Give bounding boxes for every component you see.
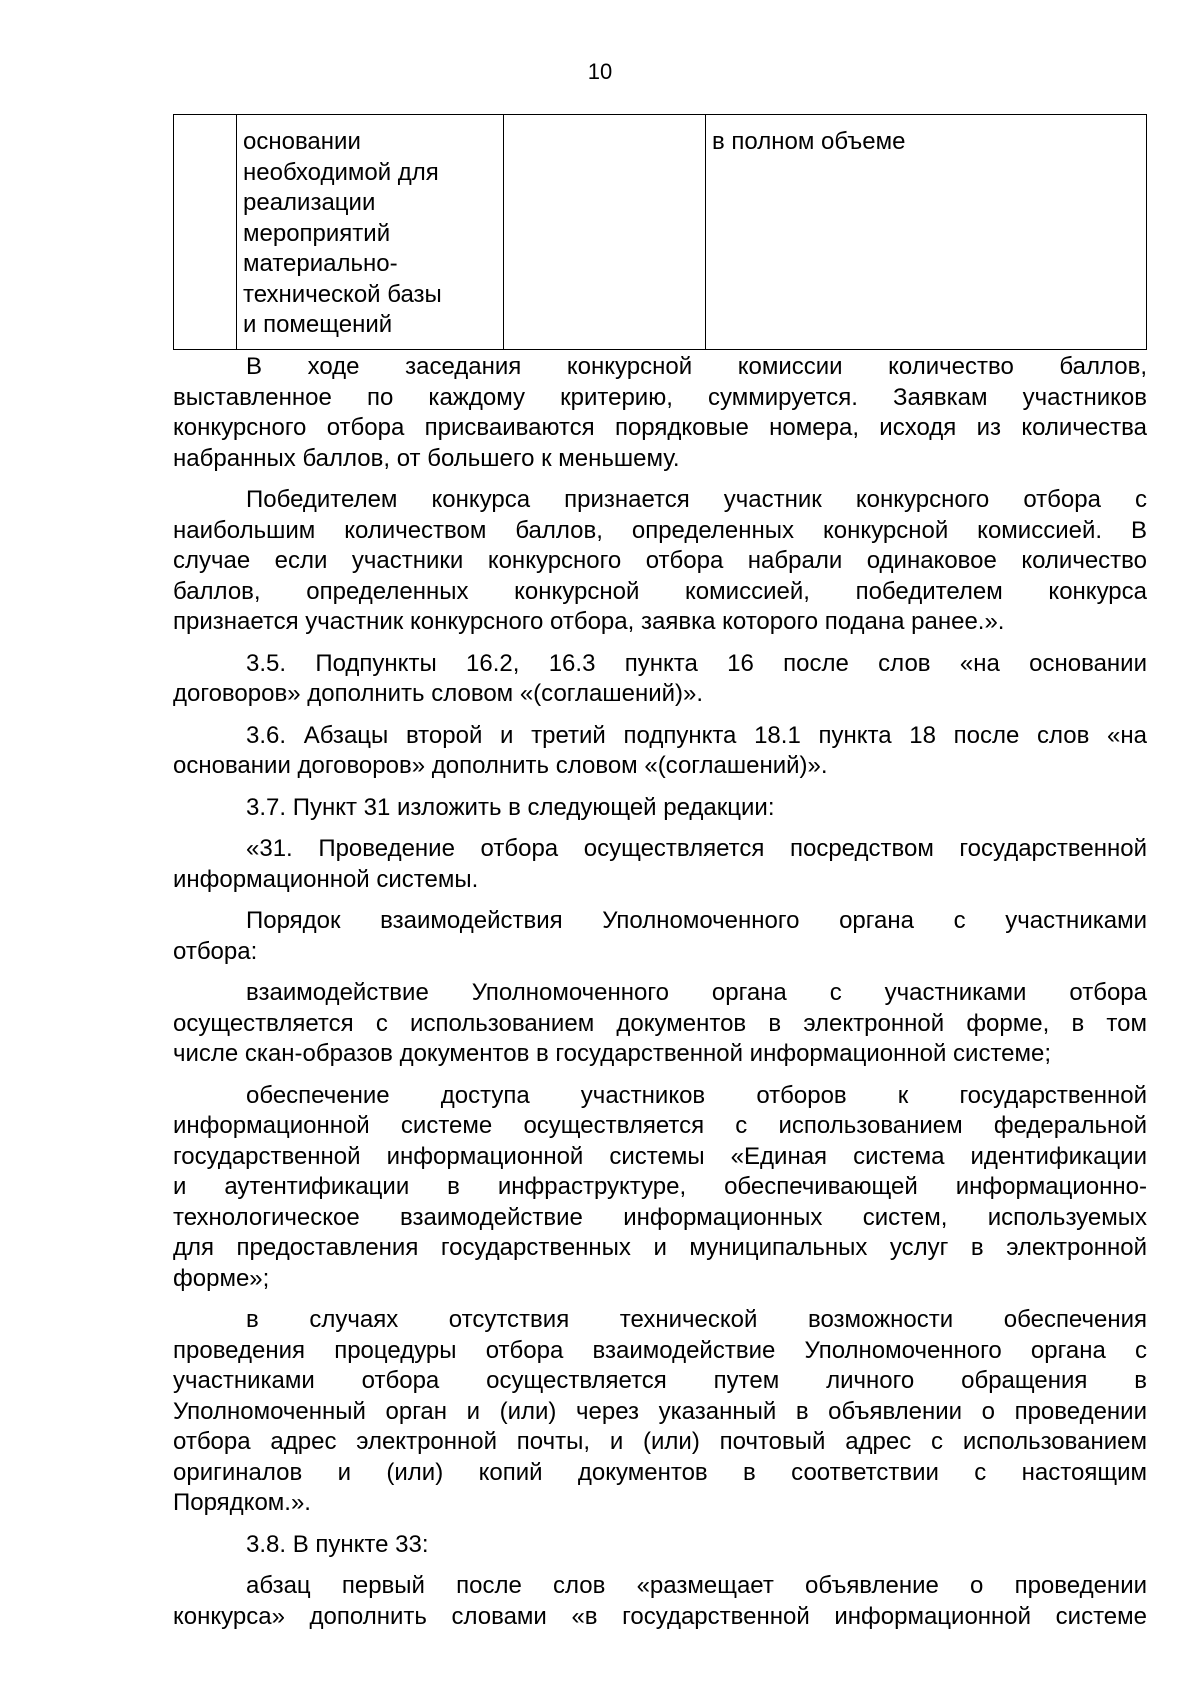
paragraph-line: технологическое взаимодействие информационных систем, используемых (173, 1203, 1147, 1231)
cell-line: и помещений (243, 311, 393, 338)
paragraph-line: числе скан-образов документов в государственной информационной системе; (173, 1040, 1052, 1067)
paragraph (173, 906, 1147, 967)
paragraph-line: государственной информационной системы «Единая система идентификации (173, 1142, 1147, 1170)
paragraph (173, 834, 1147, 895)
table-cell-number (174, 115, 237, 350)
criteria-table (173, 114, 1147, 350)
paragraph-line: осуществляется с использованием документов в электронной форме, в том (173, 1009, 1147, 1037)
paragraph-line: информационной системе осуществляется с использованием федеральной (173, 1112, 1147, 1139)
paragraph-line: оригиналов и (или) копий документов в соответствии с настоящим (173, 1458, 1147, 1486)
table-cell-points (504, 115, 706, 350)
paragraph-line: отбора: (173, 937, 258, 965)
paragraph-line: признается участник конкурсного отбора, заявка которого подана ранее.». (173, 608, 1005, 635)
cell-line: реализации (243, 189, 376, 216)
cell-line: мероприятий (243, 219, 391, 247)
paragraph (173, 1530, 1147, 1561)
paragraph-line: отбора адрес электронной почты, и (или) почтовый адрес с использованием (173, 1428, 1147, 1455)
paragraph (173, 1571, 1147, 1632)
paragraph-line: баллов, определенных конкурсной комиссией, победителем конкурса (173, 577, 1147, 605)
paragraph (173, 793, 1147, 824)
paragraph (173, 721, 1147, 782)
cell-line: необходимой для (243, 158, 439, 186)
page-number: 10 (587, 59, 613, 84)
paragraph (173, 1305, 1147, 1519)
paragraph-line: 3.7. Пункт 31 изложить в следующей редакции: (246, 793, 775, 821)
paragraph-line: Победителем конкурса признается участник конкурсного отбора с (246, 486, 1147, 513)
paragraph-line: набранных баллов, от большего к меньшему. (173, 444, 680, 472)
paragraph-line: Уполномоченный орган и (или) через указанный в объявлении о проведении (173, 1397, 1147, 1425)
paragraph-line: В ходе заседания конкурсной комиссии количество баллов, (246, 353, 1147, 380)
paragraph (173, 649, 1147, 710)
paragraph-line: конкурса» дополнить словами «в государственной информационной системе (173, 1602, 1147, 1630)
paragraph-line: конкурсного отбора присваиваются порядковые номера, исходя из количества (173, 414, 1147, 441)
paragraph-line: основании договоров» дополнить словом «(соглашений)». (173, 752, 828, 779)
paragraph (173, 1081, 1147, 1295)
document-body (173, 352, 1147, 1643)
paragraph-line: 3.8. В пункте 33: (246, 1530, 429, 1558)
paragraph-line: случае если участники конкурсного отбора набрали одинаковое количество (173, 547, 1147, 574)
paragraph-line: выставленное по каждому критерию, суммируется. Заявкам участников (173, 383, 1147, 411)
cell-line: технической базы (243, 280, 442, 308)
paragraph-line: 3.6. Абзацы второй и третий подпункта 18.1 пункта 18 после слов «на (246, 721, 1147, 749)
cell-line: материально- (243, 250, 398, 277)
paragraph-line: для предоставления государственных и муниципальных услуг в электронной (173, 1234, 1147, 1261)
paragraph (173, 352, 1147, 474)
paragraph-line: 3.5. Подпункты 16.2, 16.3 пункта 16 после слов «на основании (246, 649, 1147, 677)
paragraph-line: участниками отбора осуществляется путем личного обращения в (173, 1367, 1147, 1394)
paragraph-line: и аутентификации в инфраструктуре, обеспечивающей информационно- (173, 1173, 1147, 1200)
paragraph-line: Порядком.». (173, 1489, 311, 1516)
paragraph-line: «31. Проведение отбора осуществляется посредством государственной (246, 835, 1147, 862)
cell-line: основании (243, 128, 361, 155)
paragraph-line: Порядок взаимодействия Уполномоченного органа с участниками (246, 907, 1147, 934)
paragraph-line: информационной системы. (173, 865, 479, 893)
paragraph-line: договоров» дополнить словом «(соглашений)». (173, 680, 704, 707)
paragraph (173, 485, 1147, 638)
paragraph-line: обеспечение доступа участников отборов к государственной (246, 1081, 1147, 1109)
table-row (174, 115, 1147, 350)
paragraph (173, 978, 1147, 1070)
paragraph-line: в случаях отсутствия технической возможности обеспечения (246, 1306, 1147, 1333)
paragraph-line: абзац первый после слов «размещает объявление о проведении (246, 1572, 1147, 1599)
table-cell-criterion (237, 115, 504, 350)
paragraph-line: наибольшим количеством баллов, определенных конкурсной комиссией. В (173, 516, 1147, 544)
table-cell-condition: в полном объеме (706, 115, 1147, 350)
paragraph-line: проведения процедуры отбора взаимодействие Уполномоченного органа с (173, 1336, 1147, 1364)
paragraph-line: форме»; (173, 1264, 270, 1292)
paragraph-line: взаимодействие Уполномоченного органа с участниками отбора (246, 979, 1147, 1006)
